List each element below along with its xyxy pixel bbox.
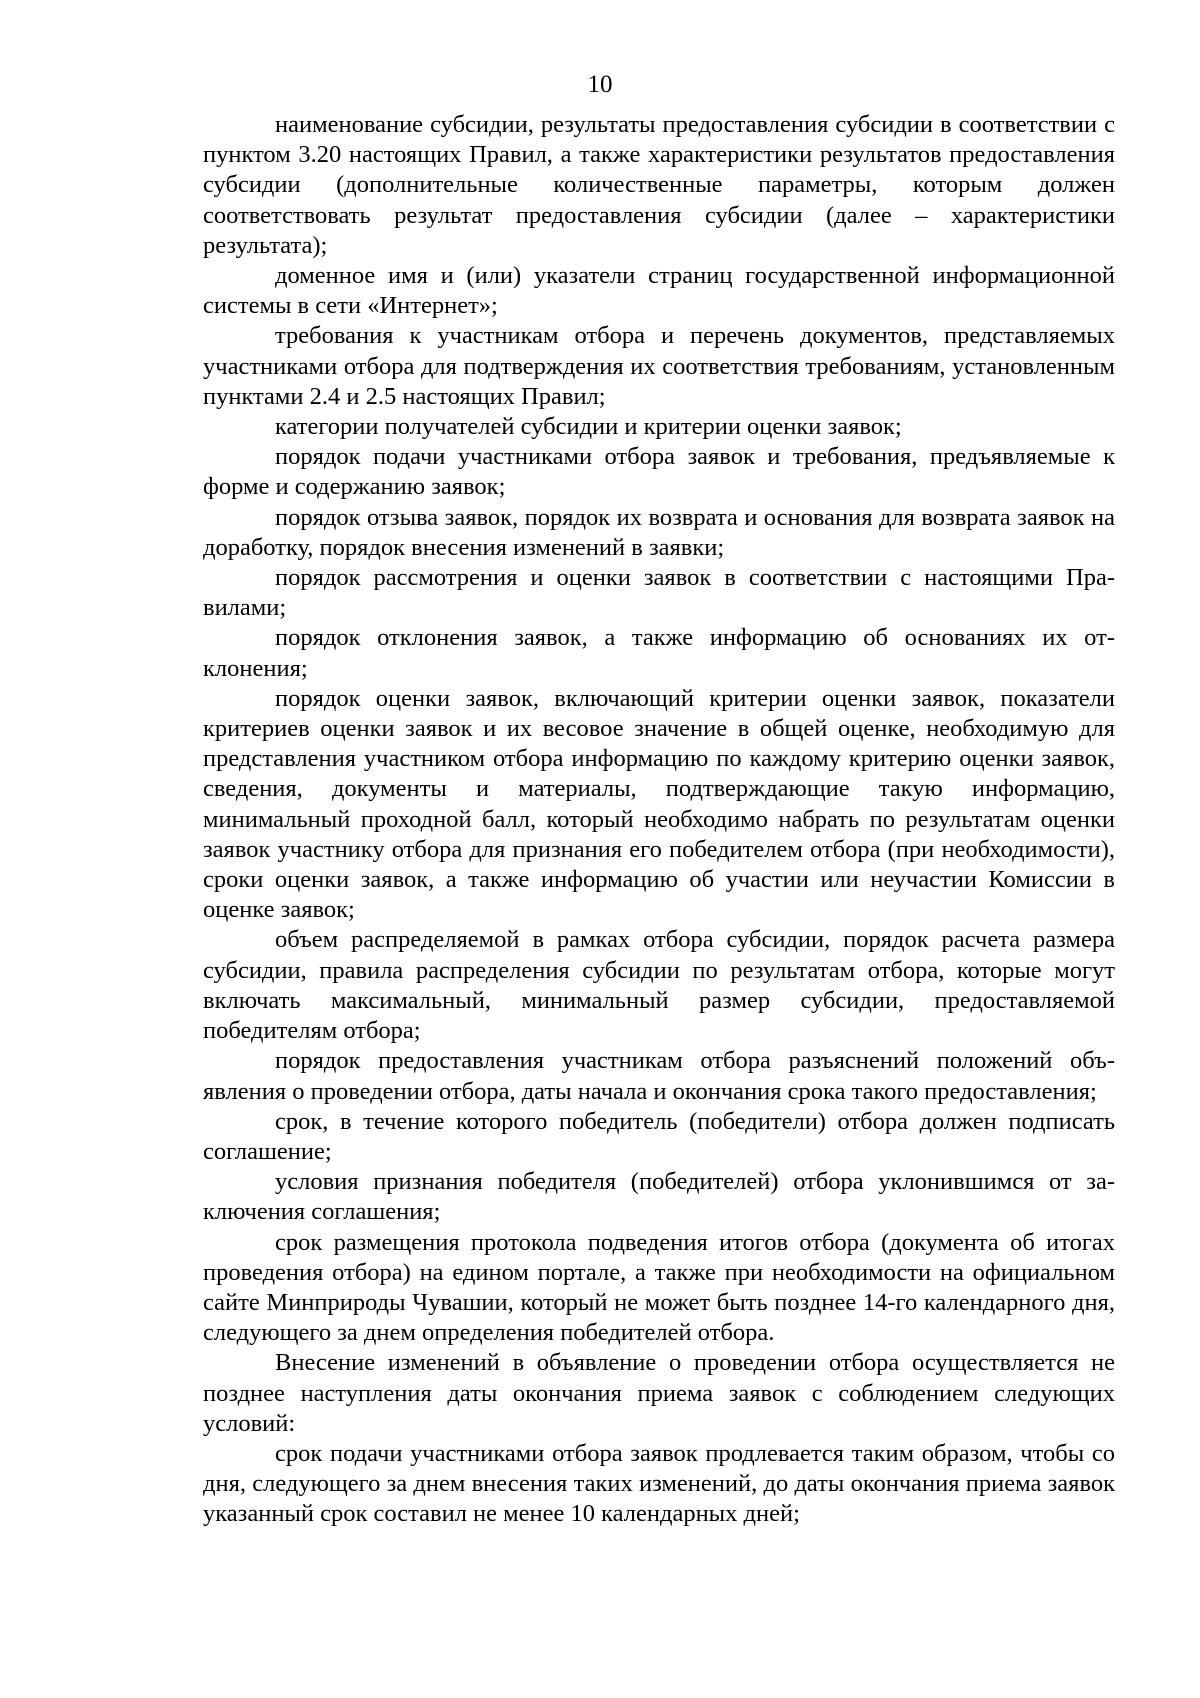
paragraph-signing-deadline: срок, в течение которого победитель (победители) отбора должен подписать соглашение; [203,1107,1115,1165]
paragraph-subsidy-name: наименование субсидии, результаты предоставления субсидии в соответствии с пунктом 3.20 настоящих Правил, а также характеристики результатов предоставления субсидии (дополнительные количественные параметры, которым должен соответствовать результат предоставления субсидии (далее – характеристики результата); [203,111,1115,259]
paragraph-clarifications: порядок предоставления участникам отбора разъяснений положений объявления о проведении отбора, даты начала и окончания срока такого предоставления; [203,1047,1115,1105]
paragraph-submission-procedure: порядок подачи участниками отбора заявок и требования, предъявляемые к форме и содержанию заявок; [203,443,1115,501]
paragraph-evaluation-procedure: порядок оценки заявок, включающий критерии оценки заявок, показатели критериев оценки заявок и их весовое значение в общей оценке, необходимую для представления участником отбора информацию по каждому критерию оценки заявок, сведения, документы и материалы, подтверждающие такую информацию, минимальный проходной балл, который необходимо набрать по результатам оценки заявок участнику отбора для признания его победителем отбора (при необходимости), сроки оценки заявок, а также информацию об участии или неучастии Комиссии в оценке заявок; [203,684,1115,924]
page-number: 10 [587,71,613,98]
paragraph-amendments: Внесение изменений в объявление о проведении отбора осуществляется не позднее наступления даты окончания приема заявок с соблюдением следующих условий: [203,1349,1115,1437]
paragraph-participant-requirements: требования к участникам отбора и перечень документов, представляемых участниками отбора для подтверждения их соответствия требованиям, установленным пунктами 2.4 и 2.5 настоящих Правил; [203,322,1115,410]
paragraph-review-procedure: порядок рассмотрения и оценки заявок в соответствии с настоящими Правилами; [203,564,1115,622]
document-body [203,110,1115,1530]
paragraph-domain-name: доменное имя и (или) указатели страниц государственной информационной системы в сети «Интернет»; [203,262,1115,320]
paragraph-protocol-publication: срок размещения протокола подведения итогов отбора (документа об итогах проведения отбора) на едином портале, а также при необходимости на официальном сайте Минприроды Чувашии, который не может быть позднее 14-го календарного дня, следующего за днем определения победителей отбора. [203,1228,1115,1347]
paragraph-rejection-procedure: порядок отклонения заявок, а также информацию об основаниях их отклонения; [203,624,1115,682]
paragraph-recipient-categories: категории получателей субсидии и критерии оценки заявок; [275,413,902,441]
paragraph-withdrawal-procedure: порядок отзыва заявок, порядок их возврата и основания для возврата заявок на доработку, порядок внесения изменений в заявки; [203,503,1115,561]
paragraph-subsidy-volume: объем распределяемой в рамках отбора субсидии, порядок расчета размера субсидии, правила распределения субсидии по результатам отбора, которые могут включать максимальный, минимальный размер субсидии, предоставляемой победителям отбора; [203,926,1115,1045]
paragraph-deadline-extension: срок подачи участниками отбора заявок продлевается таким образом, чтобы со дня, следующего за днем внесения таких изменений, до даты окончания приема заявок указанный срок составил не менее 10 календарных дней; [203,1439,1115,1528]
paragraph-evasion-conditions: условия признания победителя (победителей) отбора уклонившимся от заключения соглашения; [203,1168,1115,1226]
